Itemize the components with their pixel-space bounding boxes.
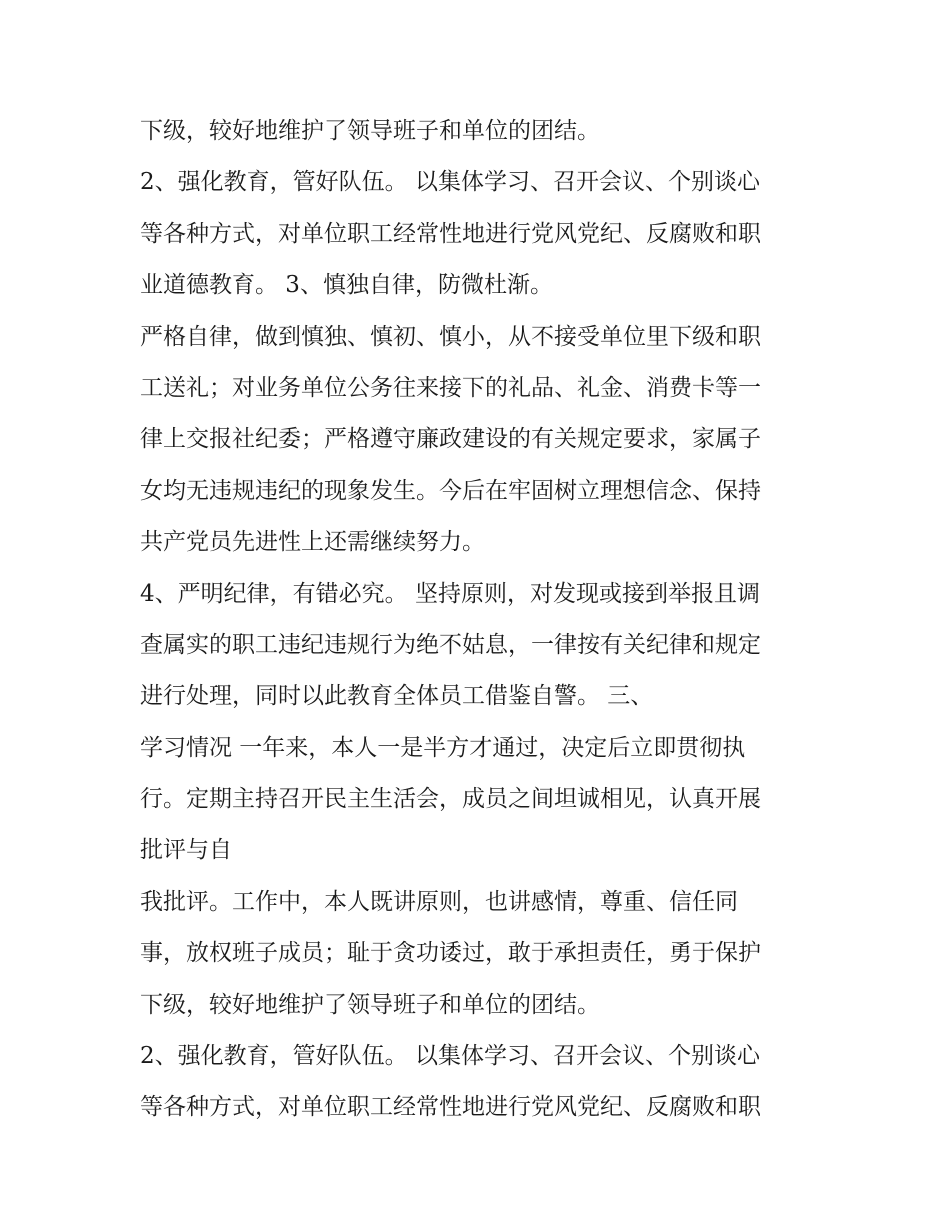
text-line: 下级，较好地维护了领导班子和单位的团结。	[140, 118, 600, 144]
text-line: 查属实的职工违纪违规行为绝不姑息，一律按有关纪律和规定	[140, 631, 761, 658]
text-line: 进行处理，同时以此教育全体员工借鉴自警。 三、	[140, 683, 654, 710]
text-line: 女均无违规违纪的现象发生。今后在牢固树立理想信念、保持	[140, 477, 761, 504]
document-body	[140, 106, 830, 1134]
text-line: 共产党员先进性上还需继续努力。	[140, 529, 485, 556]
text-line: 2、强化教育，管好队伍。 以集体学习、召开会议、个别谈心	[140, 1043, 760, 1070]
text-line: 律上交报社纪委；严格遵守廉政建设的有关规定要求，家属子	[140, 426, 761, 453]
text-line: 严格自律，做到慎独、慎初、慎小，从不接受单位里下级和职	[140, 323, 761, 350]
text-line: 4、严明纪律，有错必究。 坚持原则，对发现或接到举报且调	[140, 580, 760, 607]
text-line: 行。定期主持召开民主生活会，成员之间坦诚相见，认真开展	[140, 786, 761, 813]
text-line: 业道德教育。 3、慎独自律，防微杜渐。	[140, 272, 553, 299]
text-line: 下级，较好地维护了领导班子和单位的团结。	[140, 991, 600, 1018]
text-line: 等各种方式，对单位职工经常性地进行党风党纪、反腐败和职	[140, 220, 761, 247]
text-line: 我批评。工作中，本人既讲原则，也讲感情，尊重、信任同	[140, 888, 738, 915]
text-line: 批评与自	[140, 837, 232, 864]
text-line: 工送礼；对业务单位公务往来接下的礼品、礼金、消费卡等一	[140, 374, 761, 401]
text-line: 事，放权班子成员；耻于贪功诿过，敢于承担责任，勇于保护	[140, 940, 761, 967]
text-line: 学习情况 一年来，本人一是半方才通过，决定后立即贯彻执	[140, 734, 746, 761]
text-line: 等各种方式，对单位职工经常性地进行党风党纪、反腐败和职	[140, 1094, 761, 1121]
text-line: 2、强化教育，管好队伍。 以集体学习、召开会议、个别谈心	[140, 169, 760, 196]
